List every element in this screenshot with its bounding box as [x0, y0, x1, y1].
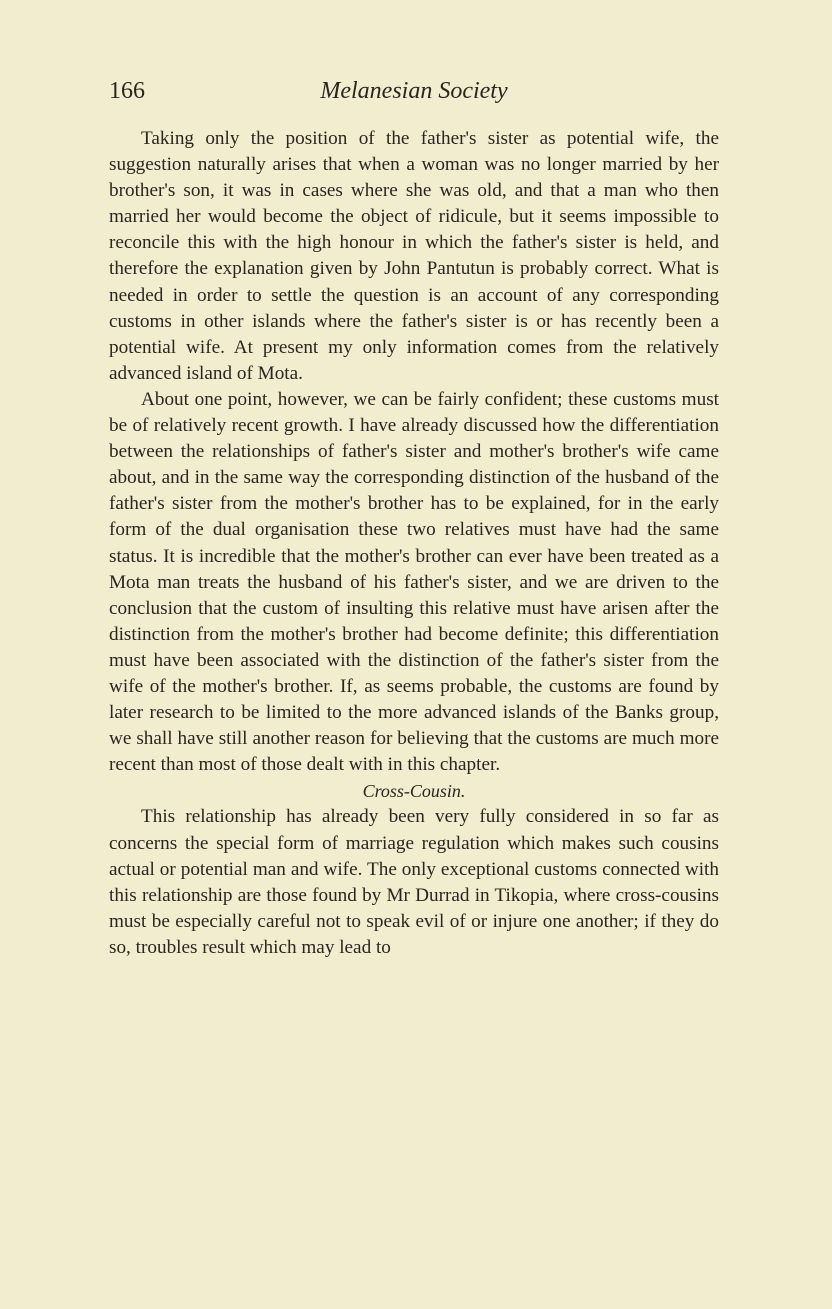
page-number: 166 [109, 78, 145, 104]
running-title: Melanesian Society [320, 78, 508, 104]
section-heading: Cross-Cousin. [362, 781, 466, 802]
paragraph: Taking only the position of the father's sister as potential wife, the suggestion naturally arises that when a woman was no longer married by her brother's son, it was in cases where she was old, and that a man who then married her would become the object of ridicule, but it seems impossible to reconcile this with the high honour in which the father's sister is held, and therefore the explanation given by John Pantutun is probably correct. What is needed in order to settle the question is an account of any corresponding customs in other islands where the father's sister is or has recently been a potential wife. At present my only information comes from the relatively advanced island of Mota. [109, 128, 719, 384]
body-text [109, 126, 719, 961]
paragraph: About one point, however, we can be fairly confident; these customs must be of relatively recent growth. I have already discussed how the differentiation between the relationships of father's sister and mother's brother's wife came about, and in the same way the corresponding distinction of the husband of the father's sister from the mother's brother has to be explained, for in the early form of the dual organisation these two relatives must have had the same status. It is incredible that the mother's brother can ever have been treated as a Mota man treats the husband of his father's sister, and we are driven to the conclusion that the custom of insulting this relative must have arisen after the distinction from the mother's brother had become definite; this differentiation must have been associated with the distinction of the father's sister from the wife of the mother's brother. If, as seems probable, the customs are found by later research to be limited to the more advanced islands of the Banks group, we shall have still another reason for believing that the customs are much more recent than most of those dealt with in this chapter. [109, 388, 719, 776]
paragraph: This relationship has already been very fully considered in so far as concerns the special form of marriage regulation which makes such cousins actual or potential man and wife. The only exceptional customs connected with this relationship are those found by Mr Durrad in Tikopia, where cross-cousins must be especially careful not to speak evil of or injure one another; if they do so, troubles result which may lead to [109, 806, 719, 958]
page-header [109, 78, 719, 118]
